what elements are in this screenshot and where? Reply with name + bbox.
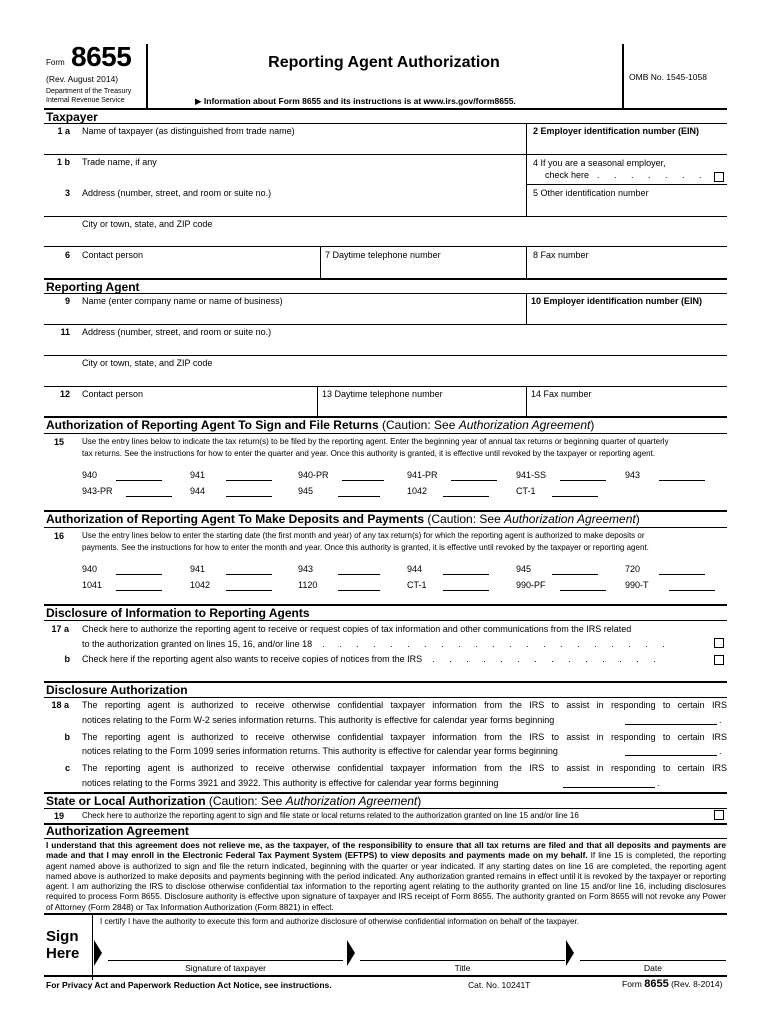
line-16-entry-ct-1[interactable] — [443, 590, 489, 591]
line-17b-number: b — [64, 654, 70, 664]
line-2-label: 2 Employer identification number (EIN) — [533, 126, 700, 136]
date-arrow-icon — [566, 940, 574, 966]
line-16-entry-1120[interactable] — [338, 590, 380, 591]
line-15-label-941: 941 — [190, 470, 206, 480]
line-6-number: 6 — [64, 250, 70, 260]
line-19-checkbox[interactable] — [714, 810, 724, 820]
line-15-entry-940[interactable] — [116, 480, 162, 481]
agreement-text: I understand that this agreement does not relieve me, as the taxpayer, of the responsibility to ensure that all tax returns are filed and that all deposits and payments are made and that I may enroll in the Electronic Federal Tax Payment System (EFTPS) to view deposits and payments made on my behalf. If line 15 is completed, the reporting agent named above is authorized to sign and file the return indicated, beginning with the quarter or year indicated. If any starting dates on line 16 are completed, the reporting agent named above is authorized to make deposits and payments beginning with the period indicated. Any authorization granted remains in effect until it is revoked by the taxpayer or reporting agent. I am authorizing the IRS to disclose otherwise confidential tax information to the reporting agent relating to the authority granted on line 15 and/or line 16, including disclosures required to process Form 8655. Disclosure authority is effective upon signature of taxpayer and IRS receipt of Form 8655. The authority granted on Form 8655 will not revoke any Power of Attorney (Form 2848) or Tax Information Authorization (Form 8821) in effect. — [46, 840, 726, 912]
line-16-label-990-pf: 990-PF — [516, 580, 546, 590]
form-number: 8655 — [71, 41, 132, 72]
section-deposits: Authorization of Reporting Agent To Make Deposits and Payments (Caution: See Authorization Agreement) — [46, 512, 640, 526]
line-15-entry-940-pr[interactable] — [342, 480, 384, 481]
line-19-text: Check here to authorize the reporting agent to sign and file state or local returns related to the authorization granted on line 15 and/or line 16 — [82, 811, 579, 820]
line-7-label: 7 Daytime telephone number — [325, 250, 441, 260]
line-16-label-1120: 1120 — [298, 580, 318, 590]
line-15-number: 15 — [53, 437, 64, 447]
line-9-number: 9 — [64, 296, 70, 306]
agent-fax-field[interactable] — [528, 401, 726, 414]
revision-date: (Rev. August 2014) — [46, 74, 119, 84]
taxpayer-fax-field[interactable] — [528, 262, 726, 276]
agent-address-field[interactable] — [80, 339, 726, 353]
line-18a-text-1: The reporting agent is authorized to receive otherwise confidential taxpayer information from the IRS to assist in responding to certain IRS — [82, 700, 727, 710]
catalog-number: Cat. No. 10241T — [468, 980, 531, 990]
line-17a-checkbox[interactable] — [714, 638, 724, 648]
line-15-entry-943-pr[interactable] — [126, 496, 172, 497]
line-17b-text: Check here if the reporting agent also wants to receive copies of notices from the IRS . . . . . . . . . . . . . . — [82, 654, 662, 664]
line-18c-number: c — [64, 763, 70, 773]
signature-label: Signature of taxpayer — [185, 963, 266, 973]
line-4-label-cont: check here . . . . . . . — [545, 170, 708, 180]
line-1a-label: Name of taxpayer (as distinguished from trade name) — [82, 126, 295, 136]
line-15-label-941-pr: 941-PR — [407, 470, 438, 480]
line-15-entry-941[interactable] — [226, 480, 272, 481]
line-5-label: 5 Other identification number — [533, 188, 649, 198]
line-16-entry-944[interactable] — [443, 574, 489, 575]
certify-text: I certify I have the authority to execute this form and authorize disclosure of otherwise confidential information on behalf of the taxpayer. — [100, 917, 579, 926]
line-16-entry-990-pf[interactable] — [560, 590, 606, 591]
line-16-label-990-t: 990-T — [625, 580, 649, 590]
line-16-label-ct-1: CT-1 — [407, 580, 427, 590]
line-16-label-945: 945 — [516, 564, 532, 574]
line-12-number: 12 — [59, 389, 70, 399]
line-12-label: Contact person — [82, 389, 144, 399]
line-15-label-944: 944 — [190, 486, 206, 496]
line-13-label: 13 Daytime telephone number — [322, 389, 443, 399]
line-16-entry-945[interactable] — [552, 574, 598, 575]
taxpayer-contact-field[interactable] — [80, 262, 318, 276]
line-18a-text-2: notices relating to the Form W-2 series information returns. This authority is effective for calendar year forms beginning — [82, 715, 555, 725]
line-17b-checkbox[interactable] — [714, 655, 724, 665]
agent-city-field[interactable] — [80, 370, 726, 384]
line-16-text-1: Use the entry lines below to enter the starting date (the first month and year) of any tax return(s) for which the reporting agent is authorized to make deposits or — [82, 531, 645, 540]
line-18b-text-2: notices relating to the Form 1099 series information returns. This authority is effective for calendar year forms beginning — [82, 746, 558, 756]
taxpayer-city-label: City or town, state, and ZIP code — [82, 219, 213, 229]
sign-arrow-icon — [94, 940, 102, 966]
line-14-label: 14 Fax number — [531, 389, 592, 399]
date-field[interactable] — [580, 946, 726, 960]
line-3-number: 3 — [64, 188, 70, 198]
line-1b-number: 1 b — [56, 157, 70, 167]
line-18a-year-field[interactable] — [625, 724, 717, 725]
line-16-label-940: 940 — [82, 564, 98, 574]
line-19-number: 19 — [53, 811, 64, 821]
title-label: Title — [454, 963, 471, 973]
line-16-label-941: 941 — [190, 564, 206, 574]
line-15-label-ct-1: CT-1 — [516, 486, 536, 496]
form-8655-page: Form 8655 (Rev. August 2014) Department of the Treasury Internal Revenue Service Reporting Agent Authorization ▶ Information about Form 8655 and its instructions is at www.irs.gov/form8655. OMB No. 1545-1058 Taxpayer 1 a Name of taxpayer (as distinguished from trade name) 2 Employer identification number (EIN) 1 b Trade name, if any 4 If you are a seasonal employer, check here . . . . . . . 3 Address (number, street, and room or suite no.) 5 Other identification number City or town, state, and ZIP code 6 Contact person 7 Daytime telephone number 8 Fax number Reporting Agent 9 Name (enter company name or name of business) 10 Employer identification number (EIN) 11 Address (number, street, and room or suite no.) City or town, state, and ZIP code 12 Contact person 13 Daytime telephone number 14 Fax number Authorization of Reporting Agent To Sign and File Returns (Caution: See Authorization Agreement) 15 Use the entry lines below to indicate the tax return(s) to be filed by the reporting agent. Enter the beginning year of annual tax returns or beginning quarter of quarterly tax returns. See the instructions for how to enter the quarter and year. Once this authority is granted, it is effective until revoked by the taxpayer or reporting agent. 940 941 940-PR 941-PR 941-SS 943 943-PR 944 945 1042 CT-1 Authorization of Reporting Agent To Make Deposits and Payments (Caution: See Authorization Agreement) 16 Use the entry lines below to enter the starting date (the first month and year) of any tax return(s) for which the reporting agent is authorized to make deposits or payments. See the instructions for how to enter the month and year. Once this authority is granted, it is effective until revoked by the taxpayer or reporting agent. 940 941 943 944 945 720 1041 1042 1120 CT-1 990-PF 990-T Disclosure of Information to Reporting Agents 17 a Check here to authorize the reporting agent to receive or request copies of tax information and other communications from the IRS related to the authorization granted on lines 15, 16, and/or line 18 . . . . . . . . . . . . . . . . . . . . . b Check here if the reporting agent also wants to receive copies of notices from the IRS . . . . . . . . . . . . . . Disclosure Authorization 18 a The reporting agent is authorized to receive otherwise confidential taxpayer information from the IRS to assist in responding to certain IRS notices relating to the Form W-2 series information returns. This authority is effective for calendar year forms beginning . b The reporting agent is authorized to receive otherwise confidential taxpayer information from the IRS to assist in responding to certain IRS notices relating to the Form 1099 series information returns. This authority is effective for calendar year forms beginning . c The reporting agent is authorized to receive otherwise confidential taxpayer information from the IRS to assist in responding to certain IRS notices relating to the Forms 3921 and 3922. This authority is effective for calendar year forms beginning . State or Local Authorization (Caution: See Authorization Agreement) 19 Check here to authorize the reporting agent to sign and file state or local returns related to the authorization granted on line 15 and/or line 16 Authorization Agreement I understand that this agreement does not relieve me, as the taxpayer, of the responsibility to ensure that all tax returns are filed and that all deposits and payments are made and that I may enroll in the Electronic Federal Tax Payment System (EFTPS) to view deposits and payments made on my behalf. If line 15 is completed, the reporting agent named above is authorized to sign and file the return indicated, beginning with the quarter or year indicated. If any starting dates on line 16 are completed, the reporting agent named above is authorized to make deposits and payments beginning with the period indicated. Any authorization granted remains in effect until it is revoked by the taxpayer or reporting agent. I am authorizing the IRS to disclose otherwise confidential tax information to the reporting agent relating to the authority granted on line 15 and/or line 16, including disclosures required to process Form 8655. Disclosure authority is effective upon signature of taxpayer and IRS receipt of Form 8655. The authority granted on Form 8655 will not revoke any Power of Attorney (Form 2848) or Tax Information Authorization (Form 8821) in effect. I certify I have the authority to execute this form and authorize disclosure of otherwise confidential information on behalf of the taxpayer. Sign Here Signature of taxpayer Title Date For Privacy Act and Paperwork Reduction Act Notice, see instructions. Cat. No. 10241T Form 8655 (Rev. 8-2014) — [0, 0, 770, 1024]
line-16-entry-1041[interactable] — [116, 590, 162, 591]
section-reporting-agent: Reporting Agent — [46, 280, 140, 294]
line-15-label-941-ss: 941-SS — [516, 470, 547, 480]
line-18c-text-2: notices relating to the Forms 3921 and 3922. This authority is effective for calendar year forms beginning — [82, 778, 499, 788]
section-disclosure-auth: Disclosure Authorization — [46, 683, 188, 697]
omb-number: OMB No. 1545-1058 — [629, 72, 707, 82]
line-16-entry-943[interactable] — [338, 574, 380, 575]
line-18c-year-field[interactable] — [563, 787, 655, 788]
line-11-number: 11 — [60, 327, 70, 337]
line-15-entry-ct-1[interactable] — [552, 496, 598, 497]
line-16-label-944: 944 — [407, 564, 423, 574]
date-label: Date — [644, 963, 662, 973]
line-16-text-2: payments. See the instructions for how to enter the month and year. Once this authority is granted, it is effective until revoked by the taxpayer or reporting agent. — [82, 543, 649, 552]
form-title: Reporting Agent Authorization — [268, 54, 500, 71]
here-label: Here — [46, 945, 80, 962]
line-16-label-943: 943 — [298, 564, 314, 574]
privacy-notice: For Privacy Act and Paperwork Reduction Act Notice, see instructions. — [46, 980, 332, 990]
line-15-entry-1042[interactable] — [443, 496, 489, 497]
seasonal-employer-checkbox[interactable] — [714, 172, 724, 182]
line-16-entry-720[interactable] — [659, 574, 705, 575]
section-sign-file: Authorization of Reporting Agent To Sign and File Returns (Caution: See Authorization Agreement) — [46, 418, 595, 432]
line-18a-number: 18 a — [51, 700, 69, 710]
line-17a-text-1: Check here to authorize the reporting agent to receive or request copies of tax information and other communications from the IRS related — [82, 624, 632, 634]
line-15-label-940: 940 — [82, 470, 98, 480]
line-1b-label: Trade name, if any — [82, 157, 157, 167]
line-16-entry-941[interactable] — [226, 574, 272, 575]
line-15-entry-941-pr[interactable] — [451, 480, 497, 481]
line-16-entry-1042[interactable] — [226, 590, 272, 591]
line-9-label: Name (enter company name or name of business) — [82, 296, 283, 306]
line-18b-year-field[interactable] — [625, 755, 717, 756]
line-11-label: Address (number, street, and room or suite no.) — [82, 327, 272, 337]
line-15-label-943: 943 — [625, 470, 641, 480]
agent-phone-field[interactable] — [319, 401, 524, 414]
line-10-label: 10 Employer identification number (EIN) — [531, 296, 703, 306]
line-15-entry-943[interactable] — [659, 480, 705, 481]
line-1a-number: 1 a — [57, 126, 70, 136]
line-16-label-1041: 1041 — [82, 580, 103, 590]
line-16-label-1042: 1042 — [190, 580, 211, 590]
taxpayer-phone-field[interactable] — [322, 262, 524, 276]
taxpayer-name-field[interactable] — [80, 140, 524, 152]
line-4-label: 4 If you are a seasonal employer, — [533, 158, 666, 168]
line-8-label: 8 Fax number — [533, 250, 589, 260]
agent-name-field[interactable] — [80, 308, 524, 322]
form-word: Form — [46, 58, 65, 67]
line-15-label-1042: 1042 — [407, 486, 428, 496]
taxpayer-city-field[interactable] — [80, 231, 726, 245]
footer-form-id: Form 8655 (Rev. 8-2014) — [622, 978, 723, 990]
info-line: ▶ Information about Form 8655 and its instructions is at www.irs.gov/form8655. — [195, 96, 516, 106]
line-15-label-943-pr: 943-PR — [82, 486, 113, 496]
section-taxpayer: Taxpayer — [46, 110, 98, 124]
taxpayer-address-field[interactable] — [80, 200, 524, 214]
title-field[interactable] — [360, 946, 565, 960]
line-3-label: Address (number, street, and room or suite no.) — [82, 188, 272, 198]
line-15-label-940-pr: 940-PR — [298, 470, 329, 480]
line-16-entry-940[interactable] — [116, 574, 162, 575]
line-6-label: Contact person — [82, 250, 144, 260]
agent-ein-field[interactable] — [528, 308, 726, 322]
line-15-text-1: Use the entry lines below to indicate the tax return(s) to be filed by the reporting agent. Enter the beginning year of annual tax returns or beginning quarter of quarterly — [82, 437, 669, 446]
line-16-entry-990-t[interactable] — [669, 590, 715, 591]
agent-contact-field[interactable] — [80, 401, 315, 414]
agent-city-label: City or town, state, and ZIP code — [82, 358, 213, 368]
line-18b-text-1: The reporting agent is authorized to receive otherwise confidential taxpayer information from the IRS to assist in responding to certain IRS — [82, 732, 727, 742]
line-18c-text-1: The reporting agent is authorized to receive otherwise confidential taxpayer information from the IRS to assist in responding to certain IRS — [82, 763, 727, 773]
line-15-entry-945[interactable] — [338, 496, 380, 497]
line-15-label-945: 945 — [298, 486, 314, 496]
section-disclosure-info: Disclosure of Information to Reporting Agents — [46, 606, 310, 620]
line-17a-text-2: to the authorization granted on lines 15, 16, and/or line 18 . . . . . . . . . . . . . . . . . . . . . — [82, 639, 671, 649]
sign-label: Sign — [46, 928, 79, 945]
line-15-text-2: tax returns. See the instructions for how to enter the quarter and year. Once this authority is granted, it is effective until revoked by the taxpayer or reporting agent. — [82, 449, 656, 458]
irs-name: Internal Revenue Service — [46, 97, 125, 104]
line-16-number: 16 — [53, 531, 64, 541]
taxpayer-signature-field[interactable] — [108, 946, 343, 960]
section-state-local: State or Local Authorization (Caution: See Authorization Agreement) — [46, 794, 422, 808]
line-17a-number: 17 a — [51, 624, 69, 634]
department-name: Department of the Treasury — [46, 88, 132, 95]
other-id-field[interactable] — [528, 200, 726, 214]
title-arrow-icon — [347, 940, 355, 966]
line-18b-number: b — [64, 732, 70, 742]
trade-name-field[interactable] — [80, 168, 524, 182]
section-agreement: Authorization Agreement — [46, 824, 189, 838]
ein-field[interactable] — [528, 140, 726, 152]
line-15-entry-944[interactable] — [226, 496, 272, 497]
line-15-entry-941-ss[interactable] — [560, 480, 606, 481]
line-16-label-720: 720 — [625, 564, 641, 574]
